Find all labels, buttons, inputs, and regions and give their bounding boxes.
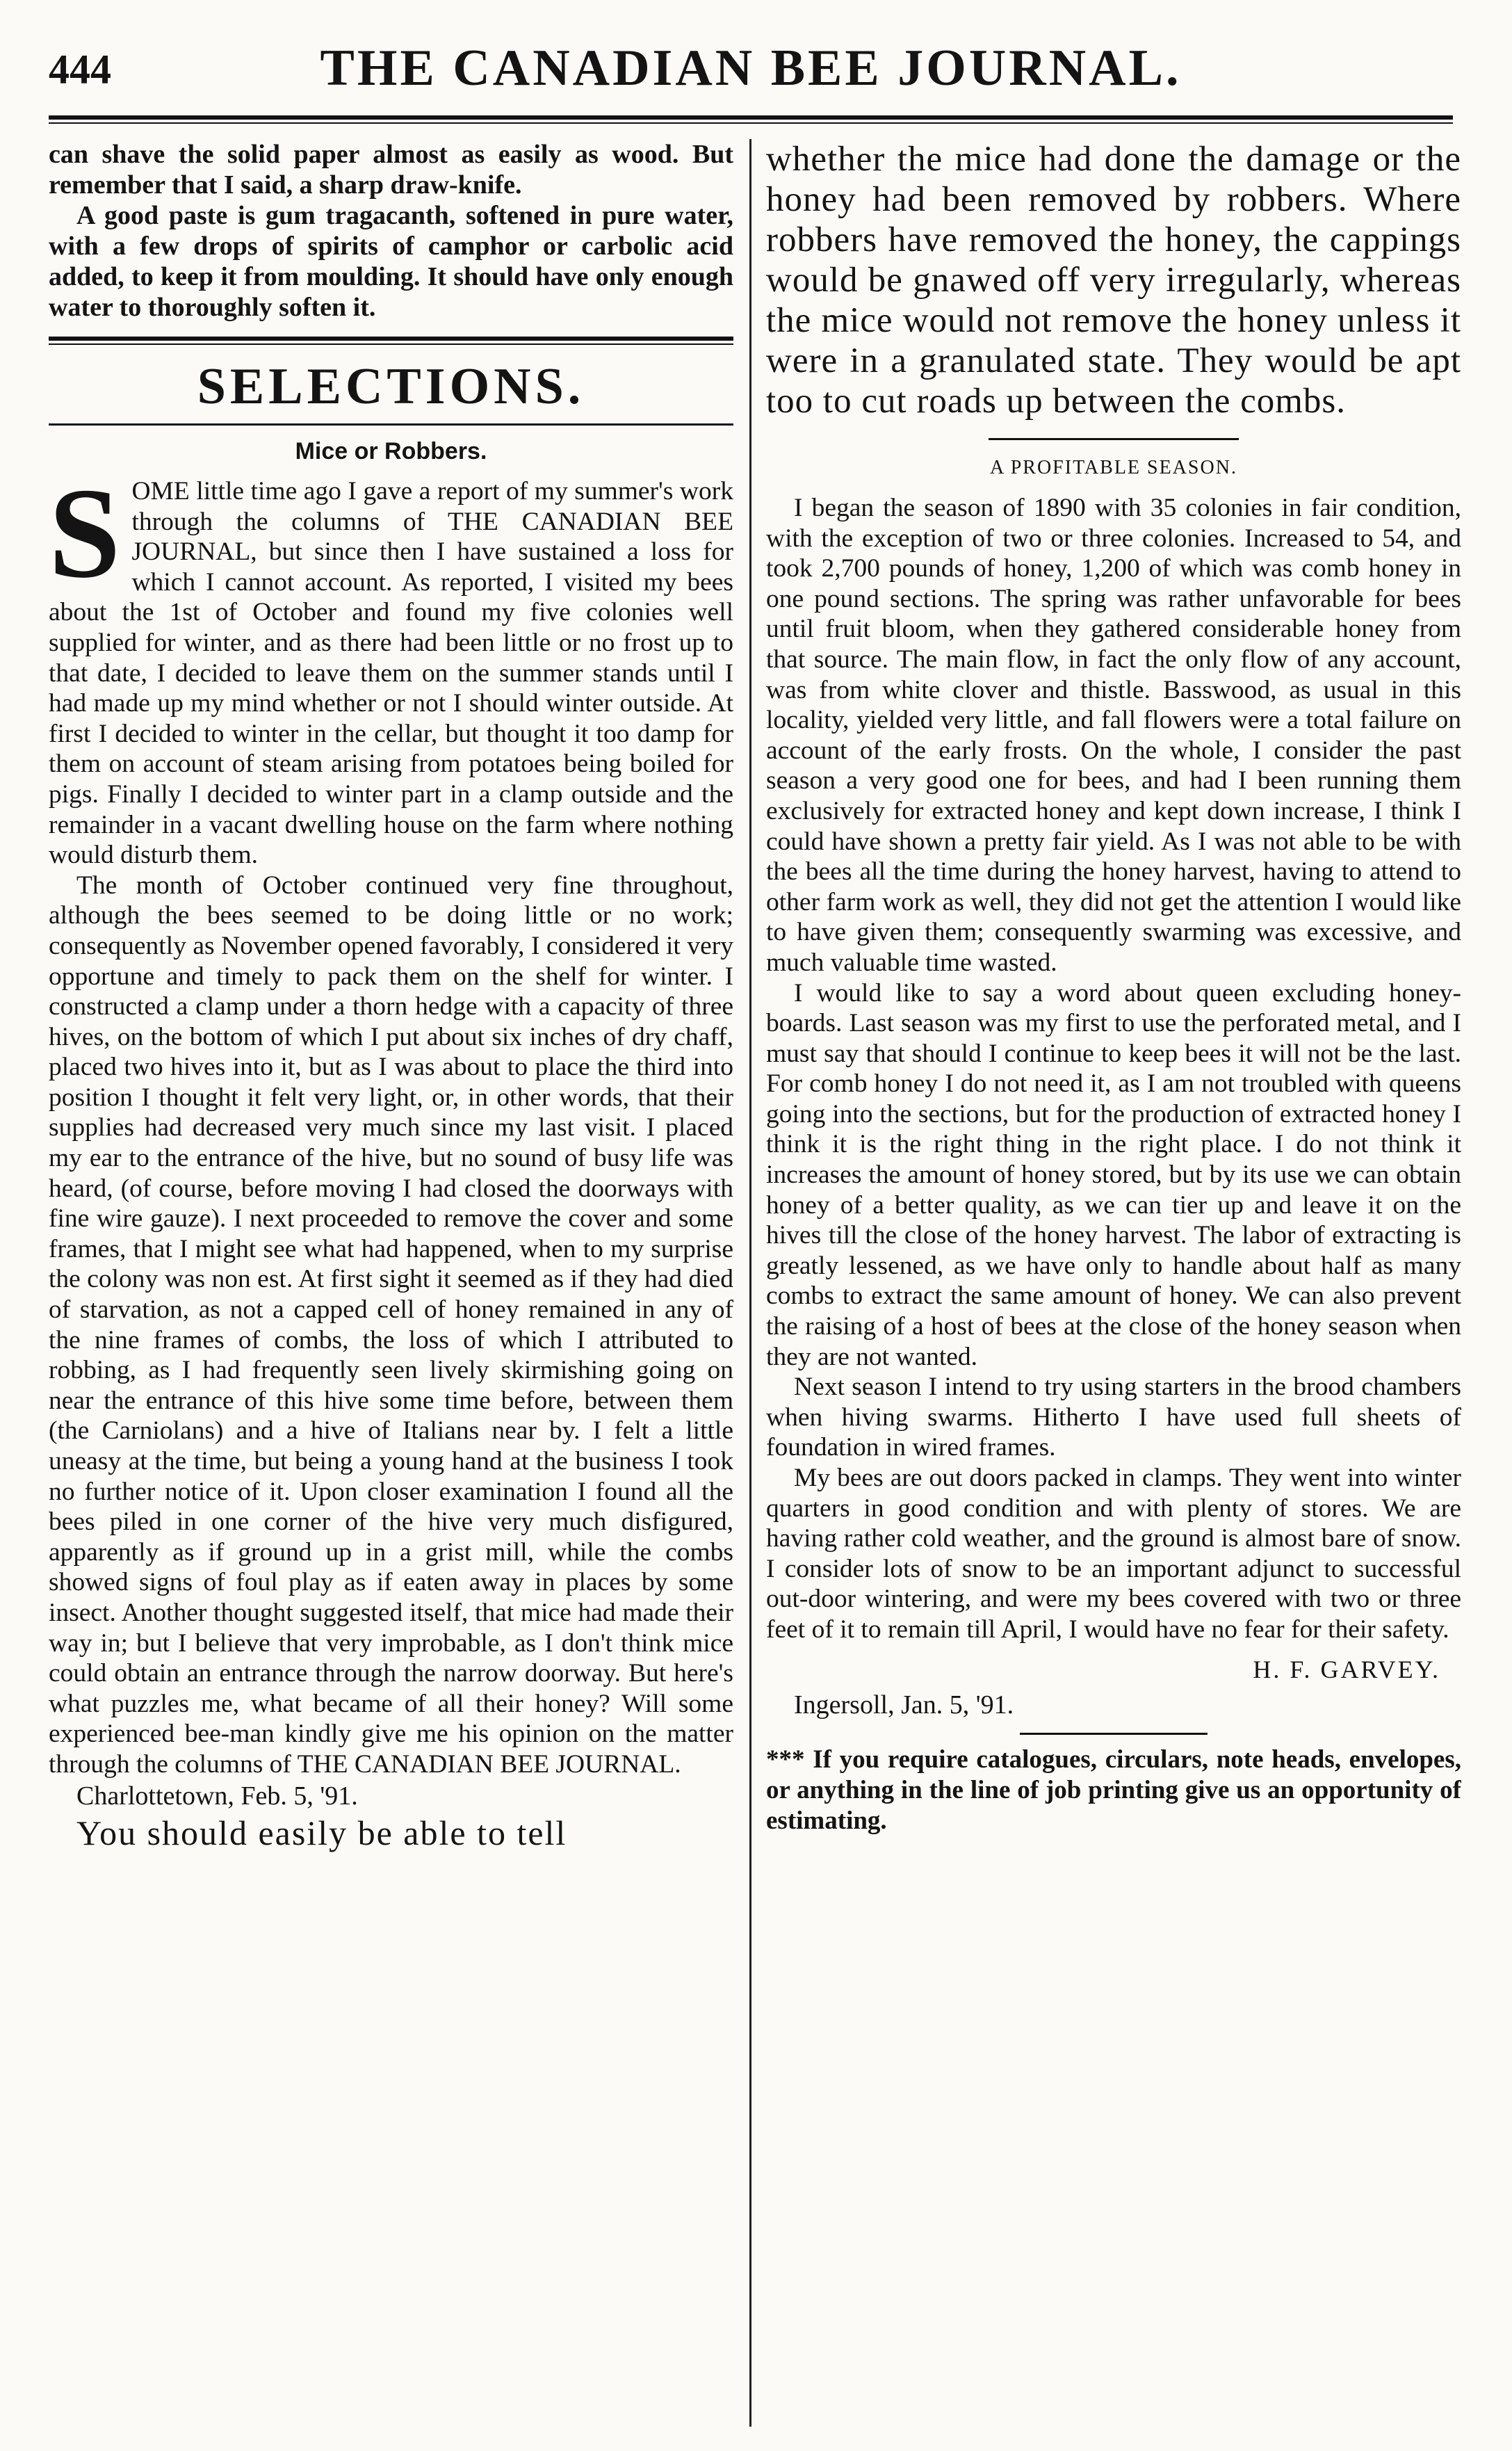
article-title: Mice or Robbers.: [295, 438, 487, 464]
journal-title: THE CANADIAN BEE JOURNAL.: [320, 40, 1182, 97]
divider-rule: [989, 438, 1239, 440]
article-paragraph: OME little time ago I gave a report of my summer's work through the columns of THE CANADIAN BEE JOURNAL, but since then I have sustained a loss for which I cannot account. As reported, I visited my bees about the 1st of October and found my five colonies well supplied for winter, and as there had been little or no frost up to that date, I decided to leave them on the summer stands until I had made up my mind whether or not I should winter outside. At first I decided to winter in the cellar, but thought it too damp for them on account of steam arising from potatoes being boiled for pigs. Finally I decided to winter part in a clamp outside and the remainder in a vacant dwelling house on the farm where nothing would disturb them.: [49, 477, 733, 870]
article-paragraph: I began the season of 1890 with 35 colonies in fair condition, with the exception of two or three colonies. Increased to 54, and took 2,700 pounds of honey, 1,200 of which was comb honey in one pound sections. The spring was rather unfavorable for bees until fruit bloom, when they gathered considerable honey from that source. The main flow, in fact the only flow of any account, was from white clover and thistle. Basswood, as usual in this locality, yielded very little, and fall flowers were a total failure on account of the early frosts. On the whole, I consider the past season a very good one for bees, and had I been running them exclusively for extracted honey and kept down increase, I think I could have shown a pretty fair yield. As I was not able to be with the bees all the time during the honey harvest, having to attend to other farm work as well, they did not get the attention I would like to have given them; consequently swarming was excessive, and much valuable time wasted.: [766, 494, 1461, 977]
article-dateline: Charlottetown, Feb. 5, '91.: [76, 1781, 358, 1811]
editor-reply-continued: whether the mice had done the damage or the honey had been removed by robbers. Where robbers have removed the honey, the cappings would be gnawed off very irregularly, whereas the mice would not remove the honey unless it were in a granulated state. They would be apt too to cut roads up between the combs.: [766, 140, 1461, 421]
header-rule: [49, 115, 1453, 124]
intro-paragraph: A good paste is gum tragacanth, softened in pure water, with a few drops of spirits of camphor or carbolic acid added, to keep it from moulding. It should have only enough water to thoroughly soften it.: [49, 201, 733, 322]
left-column: [49, 139, 733, 2434]
section-rule: [49, 337, 733, 345]
dropcap-letter: S: [49, 462, 121, 605]
article-paragraph: Next season I intend to try using starters in the brood chambers when hiving swarms. Hitherto I have used full sheets of foundation in wired frames.: [766, 1373, 1461, 1462]
column-divider: [749, 139, 751, 2427]
author-signature: H. F. GARVEY.: [1253, 1655, 1440, 1683]
intro-paragraph: can shave the solid paper almost as easily as wood. But remember that I said, a sharp draw-knife.: [49, 140, 733, 200]
section-heading: SELECTIONS.: [197, 358, 585, 415]
article-paragraph: My bees are out doors packed in clamps. They went into winter quarters in good condition and with plenty of stores. We are having rather cold weather, and the ground is almost bare of snow. I consider lots of snow to be an important adjunct to successful out-door wintering, and were my bees covered with two or three feet of it to remain till April, I would have no fear for their safety.: [766, 1464, 1461, 1644]
printing-notice: *** If you require catalogues, circulars, note heads, envelopes, or anything in the line of job printing give us an opportunity of estimating.: [766, 1745, 1461, 1835]
page-header: [49, 33, 1453, 131]
right-column: [766, 139, 1461, 2434]
notice-rule: [1020, 1733, 1208, 1735]
article-subheading: A PROFITABLE SEASON.: [990, 457, 1237, 478]
editor-reply-start: You should easily be able to tell: [76, 1813, 567, 1852]
page-number: 444: [49, 47, 111, 92]
article-paragraph: The month of October continued very fine throughout, although the bees seemed to be doing little or no work; consequently as November opened favorably, I considered it very opportune and timely to pack them on the shelf for winter. I constructed a clamp under a thorn hedge with a capacity of three hives, on the bottom of which I put about six inches of dry chaff, placed two hives into it, but as I was about to place the third into position I thought it felt very light, or, in other words, that their supplies had decreased very much since my last visit. I placed my ear to the entrance of the hive, but no sound of busy life was heard, (of course, before moving I had closed the doorways with fine wire gauze). I next proceeded to remove the cover and some frames, that I might see what had happened, when to my surprise the colony was non est. At first sight it seemed as if they had died of starvation, as not a capped cell of honey remained in any of the nine frames of combs, the loss of which I attributed to robbing, as I had frequently seen lively skirmishing going on near the entrance of this hive some time before, between them (the Carniolans) and a hive of Italians near by. I felt a little uneasy at the time, but being a young hand at the business I took no further notice of it. Upon closer examination I found all the bees piled in one corner of the hive very much disfigured, apparently as if ground up in a grist mill, while the combs showed signs of foul play as if eaten away in places by some insect. Another thought suggested itself, that mice had made their way in; but I believe that very improbable, as I don't think mice could obtain an entrance through the narrow doorway. But here's what puzzles me, what became of all their honey? Will some experienced bee-man kindly give me his opinion on the matter through the columns of THE CANADIAN BEE JOURNAL.: [49, 871, 733, 1779]
section-underline: [49, 423, 733, 426]
article-dateline: Ingersoll, Jan. 5, '91.: [794, 1690, 1014, 1720]
article-paragraph: I would like to say a word about queen excluding honey-boards. Last season was my first to use the perforated metal, and I must say that should I continue to keep bees it will not be the last. For comb honey I do not need it, as I am not troubled with queens going into the sections, but for the production of extracted honey I think it is the right thing in the right place. I do not think it increases the amount of honey stored, but by its use we can obtain honey of a better quality, as we can tier up and leave it on the hives till the close of the honey harvest. The labor of extracting is greatly lessened, as we have only to handle about half as many combs to extract the same amount of honey. We can also prevent the raising of a host of bees at the close of the honey season when they are not wanted.: [766, 978, 1461, 1371]
